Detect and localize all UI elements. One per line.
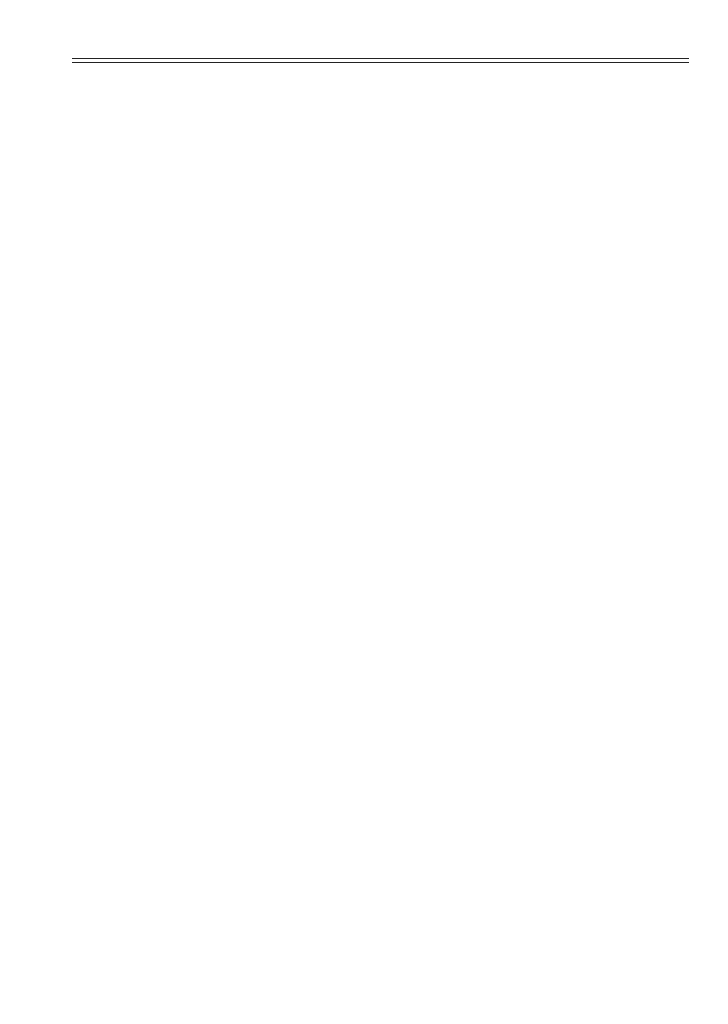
- divider-top: [72, 58, 689, 59]
- document-page: [72, 40, 689, 66]
- divider-bottom: [72, 62, 689, 63]
